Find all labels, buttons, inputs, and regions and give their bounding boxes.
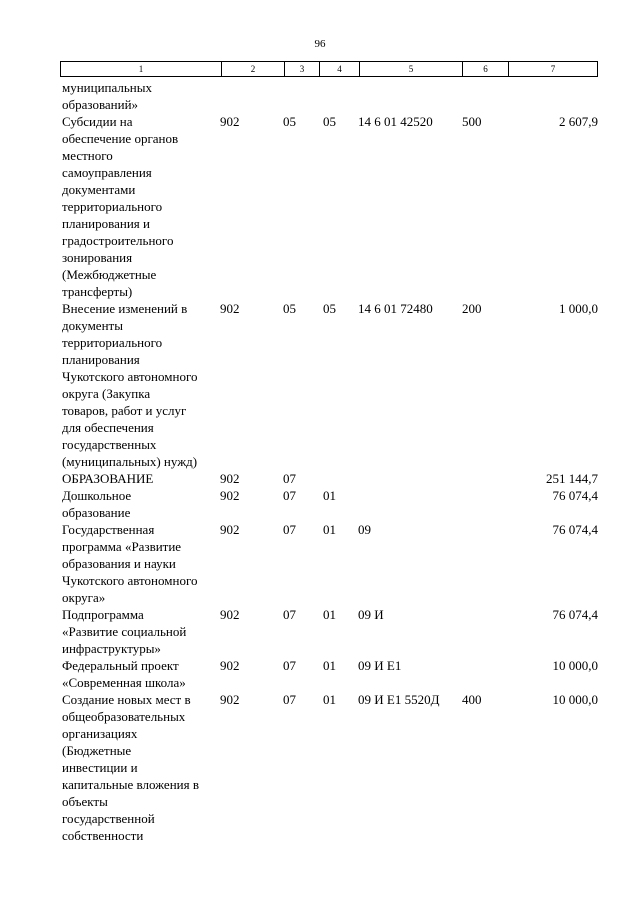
grbs-code: 902 [220,488,240,503]
subsection-code: 01 [323,607,336,622]
row-name-line: планирования и [62,216,150,231]
row-name-line: градостроительного [62,233,174,248]
row-name-line: собственности [62,828,144,843]
row-name-line: местного [62,148,113,163]
subsection-code: 01 [323,522,336,537]
subsection-code: 01 [323,488,336,503]
grbs-code: 902 [220,522,240,537]
amount: 10 000,0 [552,692,598,707]
page-number: 96 [314,38,326,50]
row-name-line: государственных [62,437,157,452]
row-name-line: муниципальных [62,80,153,95]
grbs-code: 902 [220,114,240,129]
row-name-line: Чукотского автономного [62,573,198,588]
row-name-line: капитальные вложения в [62,777,199,792]
row-name-line: образование [62,505,131,520]
row-name-line: образования и науки [62,556,176,571]
row-name-line: (муниципальных) нужд) [62,454,198,469]
row-name-line: объекты [62,794,108,809]
header-col-3: 3 [284,62,319,76]
section-code: 07 [283,658,296,673]
section-code: 07 [283,471,296,486]
row-name-line: округа» [62,590,106,605]
row-name-line: Федеральный проект [62,658,179,673]
row-name-line: инвестиции и [62,760,138,775]
row-name-line: государственной [62,811,155,826]
section-code: 07 [283,488,296,503]
table-row [60,487,600,521]
row-name-line: самоуправления [62,165,152,180]
row-name-line: (Бюджетные [62,743,132,758]
row-name-line: товаров, работ и услуг [62,403,187,418]
grbs-code: 902 [220,471,240,486]
grbs-code: 902 [220,607,240,622]
expense-type: 500 [462,114,482,129]
expense-type: 200 [462,301,482,316]
row-name-line: Создание новых мест в [62,692,191,707]
row-name-line: образований» [62,97,139,112]
table-row [60,691,600,844]
subsection-code: 05 [323,114,336,129]
row-name-line: территориального [62,335,163,350]
row-name-line: документами [62,182,136,197]
row-name-line: документы [62,318,123,333]
amount: 10 000,0 [552,658,598,673]
row-name-line: округа (Закупка [62,386,151,401]
row-name [62,487,222,521]
table-header [60,61,598,77]
row-name-line: планирования [62,352,140,367]
row-name [62,521,222,606]
row-name-line: территориального [62,199,163,214]
row-name-line: Чукотского автономного [62,369,198,384]
amount: 76 074,4 [552,607,598,622]
table-body [60,79,600,844]
row-name-line: общеобразовательных [62,709,186,724]
table-row [60,606,600,657]
row-name-line: «Современная школа» [62,675,186,690]
section-code: 07 [283,692,296,707]
row-name [62,606,222,657]
amount: 251 144,7 [546,471,598,486]
section-code: 07 [283,607,296,622]
row-name [62,470,222,487]
header-col-6: 6 [462,62,508,76]
section-code: 05 [283,114,296,129]
target-article: 09 [358,522,371,537]
row-name-line: программа «Развитие [62,539,182,554]
row-name-line: Внесение изменений в [62,301,188,316]
target-article: 14 6 01 72480 [358,301,433,316]
grbs-code: 902 [220,658,240,673]
target-article: 09 И Е1 [358,658,402,673]
header-col-4: 4 [319,62,359,76]
row-name-line: (Межбюджетные [62,267,157,282]
row-name [62,300,222,470]
row-name [62,657,222,691]
table-row [60,300,600,470]
amount: 2 607,9 [559,114,598,129]
subsection-code: 01 [323,692,336,707]
target-article: 09 И Е1 5520Д [358,692,440,707]
target-article: 09 И [358,607,384,622]
table-row [60,470,600,487]
header-col-1: 1 [138,64,144,74]
row-name-line: Подпрограмма [62,607,144,622]
table-row [60,113,600,300]
amount: 76 074,4 [552,488,598,503]
row-name [62,113,222,300]
header-col-5: 5 [359,62,462,76]
grbs-code: 902 [220,301,240,316]
table-row [60,521,600,606]
row-name-line: обеспечение органов [62,131,179,146]
row-name-line: для обеспечения [62,420,154,435]
row-name-line: Дошкольное [62,488,132,503]
row-name-line: ОБРАЗОВАНИЕ [62,471,154,486]
section-code: 07 [283,522,296,537]
row-name [62,79,222,113]
row-name-line: зонирования [62,250,133,265]
subsection-code: 05 [323,301,336,316]
row-name-line: инфраструктуры» [62,641,161,656]
row-name-line: Государственная [62,522,155,537]
header-col-7: 7 [508,62,597,76]
table-row [60,657,600,691]
subsection-code: 01 [323,658,336,673]
expense-type: 400 [462,692,482,707]
header-col-2: 2 [221,62,284,76]
section-code: 05 [283,301,296,316]
amount: 76 074,4 [552,522,598,537]
row-name-line: «Развитие социальной [62,624,187,639]
row-name-line: организациях [62,726,138,741]
amount: 1 000,0 [559,301,598,316]
row-name-line: Субсидии на [62,114,133,129]
table-row [60,79,600,113]
target-article: 14 6 01 42520 [358,114,433,129]
grbs-code: 902 [220,692,240,707]
row-name [62,691,222,844]
row-name-line: трансферты) [62,284,133,299]
